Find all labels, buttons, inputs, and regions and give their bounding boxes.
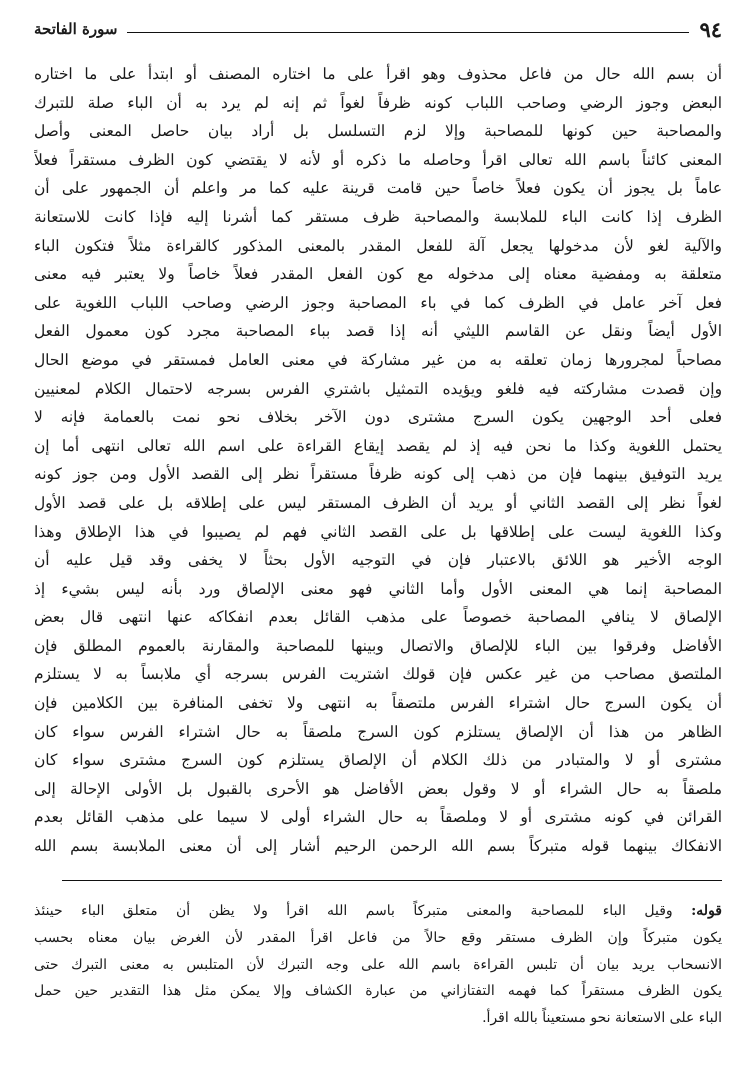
text-line: ملصقاً به حال الشراء أو لا وقول بعض الأفاضل هو الأحرى بالقبول بل الأولى الإحالة إلى [34, 779, 722, 798]
text-line: القرائن في كونه مشترى أو لا وملصقاً به حال الشراء أولى لا سيما على مذهب القائل بعدم [34, 808, 722, 827]
text-line: فعل آخر عامل في الظرف كما في باء المصاحبة وجوز الرضي وصاحب اللباب اللغوية على [34, 293, 722, 312]
footnote-line [34, 898, 722, 925]
text-line: الظرف إذا كانت الباء للملابسة والمصاحبة ظرف مستقر كما أشرنا إليه فإذا كانت للاستعانة [34, 207, 722, 226]
text-line: يريد التوفيق بينهما فإن من ذهب إلى كونه ظرفاً مستقراً نظر إلى القصد الأول ومن جوز كونه [34, 465, 722, 484]
text-line: أن يكون السرج حال اشتراء الفرس ملتصقاً به انتهى ولا تخفى المنافرة بين الكلامين فإن [34, 694, 722, 713]
text-line: يحتمل اللغوية وكذا ما نحن فيه إذ لم يقصد إيقاع القراءة على اسم الله تعالى انتهى أما إن [34, 436, 722, 455]
text-line: الظاهر من هذا أن الإلصاق يستلزم كون السرج ملصقاً به حال اشتراء الفرس سواء كان [34, 722, 722, 741]
text-line: والمصاحبة حين كونها للمصاحبة وإلا لزم التسلسل بل أراد بيان حاصل المعنى وأصل [34, 122, 722, 141]
footnote-line: الانسحاب يريد بيان أن تلبس القراءة باسم الله على وجه التبرك لأن المتلبس به معنى التبرك حتى [34, 956, 722, 973]
text-line: وإن قصدت مشاركته فيه فلغو ويؤيده التمثيل باشتري الفرس بسرجه لاحتمال الكلام لمعنيين [34, 379, 722, 398]
text-line: الأفاضل وفرقوا بين الباء للإلصاق والاتصال وبينها للمصاحبة والمقارنة بالعموم المطلق فإن [34, 636, 722, 655]
surah-title: سورة الفاتحة [34, 20, 118, 38]
text-line: وكذا اللغوية ليست على إطلاقها بل على القصد الثاني فهم لم يصيبوا في هذا الإطلاق وهذا [34, 522, 722, 541]
text-line: البعض وجوز الرضي وصاحب اللباب كونه ظرفاً لغواً ثم إنه لم يرد به أن الباء صلة للتبرك [34, 93, 722, 112]
text-line: لغواً نظر إلى القصد الثاني أو يريد أن الظرف المستقر ليس على إطلاقه بل على قصد الأول [34, 493, 722, 512]
footnote-line: يكون متبركاً وإن الظرف مستقر وقع حالاً من فاعل اقرأ المقدر لأن الغرض بيان معناه بحسب [34, 929, 722, 946]
text-line: مشترى أو لا والمتبادر من ذلك الكلام أن الإلصاق يستلزم كون السرج مشترى سواء كان [34, 751, 722, 770]
text-line: الانفكاك بينهما قوله متبركاً بسم الله الرحمن الرحيم أشار إلى أن معنى الملابسة بسم الله [34, 837, 722, 856]
footnote-line: يكون الظرف مستقراً كما فهمه التفتازاني من عبارة الكشاف وإلا يمكن مثل هذا التقدير حين حمل [34, 983, 722, 1000]
text-line: الملتصق مصاحب من غير عكس فإن قولك اشتريت الفرس بسرجه أي ملابساً به لا يستلزم [34, 665, 722, 684]
footnote-separator [62, 880, 722, 881]
text-line: متعلقة به ومفضية معناه إلى مدخوله مع كون الفعل المقدر فعلاً خاصاً ولا يعتبر فيه معنى [34, 265, 722, 284]
text-line: الوجه الأخير هو اللائق بالاعتبار فإن في التوجيه الأول بحثاً لا يخفى وقد قيل عليه أن [34, 551, 722, 570]
text-line: المصاحبة إنما هي المعنى الأول وأما الثاني فهو معنى الإلصاق ورد بأنه ليس بشيء إذ [34, 579, 722, 598]
main-text [34, 60, 722, 861]
text-line: مصاحباً لمجرورها زمان تعلقه به من غير مشاركة في معنى العامل فمستقر في موضع الحال [34, 350, 722, 369]
text-line: أن بسم الله حال من فاعل محذوف وهو اقرأ على ما اختاره المصنف أو ابتدأ على ما اختاره [34, 65, 722, 83]
text-line: الإلصاق لا ينافي المصاحبة خصوصاً على مذهب القائل بعدم انفكاكه عنها انتهى قال بعض [34, 608, 722, 627]
page-number: ٩٤ [699, 16, 722, 42]
text-line: الأول أيضاً ونقل عن القاسم الليثي أنه إذا قصد بباء المصاحبة مجرد كون معمول الفعل [34, 322, 722, 341]
footnote-first-line-text: وقيل الباء للمصاحبة والمعنى متبركاً باسم الله اقرأ ولا يظن أن متعلق الباء حينئذ [34, 903, 673, 919]
text-line: والآلية لغو لأن مدخولها يجعل آلة للفعل المقدر بالمعنى المذكور كالقراءة مثلاً فتكون الباء [34, 236, 722, 255]
page-header [34, 14, 722, 44]
footnote [34, 898, 722, 1032]
text-line: المعنى كائناً باسم الله تعالى اقرأ وحاصله ما ذكره أو لأنه لا يقتضي كون الظرف مستقراً فعلاً [34, 150, 722, 169]
text-line: عاماً بل يجوز أن يكون فعلاً خاصاً حين قامت قرينة عليه كما مر واعلم أن الجمهور على أن [34, 179, 722, 198]
text-line: فعلى أحد الوجهين يكون السرج مشترى دون الآخر بخلاف نحو نمت بالعمامة فإنه لا [34, 408, 722, 427]
header-rule [127, 32, 689, 33]
footnote-label: قوله: [691, 903, 722, 919]
footnote-line: الباء على الاستعانة نحو مستعيناً بالله اقرأ. [482, 1010, 722, 1027]
